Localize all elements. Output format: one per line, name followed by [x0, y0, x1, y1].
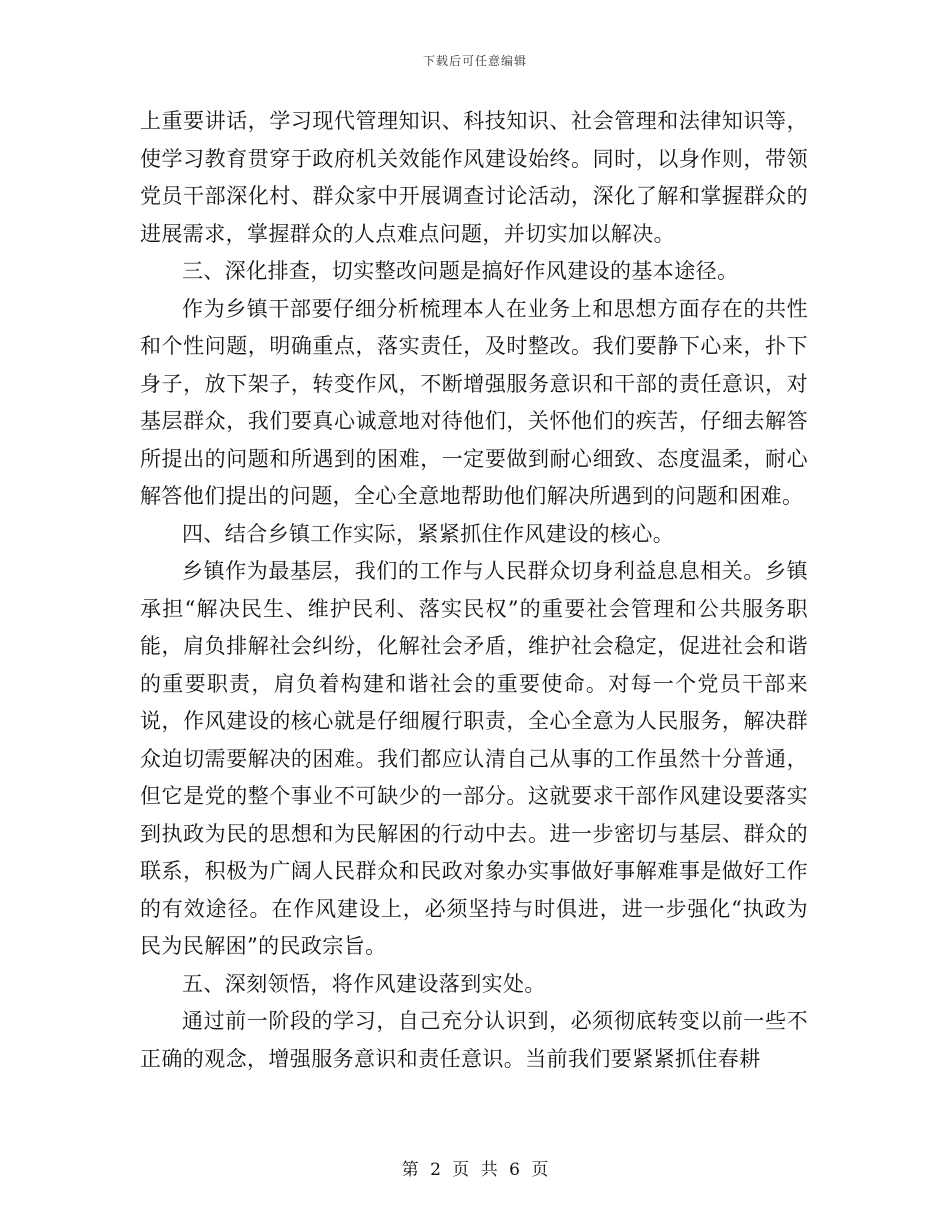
page-header: 下载后可任意编辑: [422, 54, 527, 68]
paragraph-5: 乡镇作为最基层，我们的工作与人民群众切身利益息息相关。乡镇承担“解决民生、维护民利、落实民权”的重要社会管理和公共服务职能，肩负排解社会纠纷，化解社会矛盾，维护社会稳定，促进社会和谐的重要职责，肩负着构建和谐社会的重要使命。对每一个党员干部来说，作风建设的核心就是仔细履行职责，全心全意为人民服务，解决群众迫切需要解决的困难。我们都应认清自己从事的工作虽然十分普通，但它是党的整个事业不可缺少的一部分。这就要求干部作风建设要落实到执政为民的思想和为民解困的行动中去。进一步密切与基层、群众的联系，积极为广阔人民群众和民政对象办实事做好事解难事是做好工作的有效途径。在作风建设上，必须坚持与时俱进，进一步强化“执政为民为民解困”的民政宗旨。: [140, 559, 808, 958]
paragraph-7: 通过前一阶段的学习，自己充分认识到，必须彻底转变以前一些不正确的观念，增强服务意识和责任意识。当前我们要紧紧抓住春耕: [140, 1009, 808, 1071]
section-heading-3: 三、深化排查，切实整改问题是搞好作风建设的基本途径。: [182, 259, 739, 283]
section-heading-5: 五、深刻领悟，将作风建设落到实处。: [182, 971, 546, 996]
document-body: [140, 103, 808, 1078]
page-footer: 第 2 页 共 6 页: [401, 1160, 549, 1180]
section-heading-4: 四、结合乡镇工作实际，紧紧抓住作风建设的核心。: [182, 521, 675, 546]
paragraph-3: 作为乡镇干部要仔细分析梳理本人在业务上和思想方面存在的共性和个性问题，明确重点，落实责任，及时整改。我们要静下心来，扑下身子，放下架子，转变作风，不断增强服务意识和干部的责任意识，对基层群众，我们要真心诚意地对待他们，关怀他们的疾苦，仔细去解答所提出的问题和所遇到的困难，一定要做到耐心细致、态度温柔，耐心解答他们提出的问题，全心全意地帮助他们解决所遇到的问题和困难。: [140, 296, 808, 508]
paragraph-1: 上重要讲话，学习现代管理知识、科技知识、社会管理和法律知识等，使学习教育贯穿于政府机关效能作风建设始终。同时，以身作则，带领党员干部深化村、群众家中开展调查讨论活动，深化了解和掌握群众的进展需求，掌握群众的人点难点问题，并切实加以解决。: [140, 109, 808, 246]
